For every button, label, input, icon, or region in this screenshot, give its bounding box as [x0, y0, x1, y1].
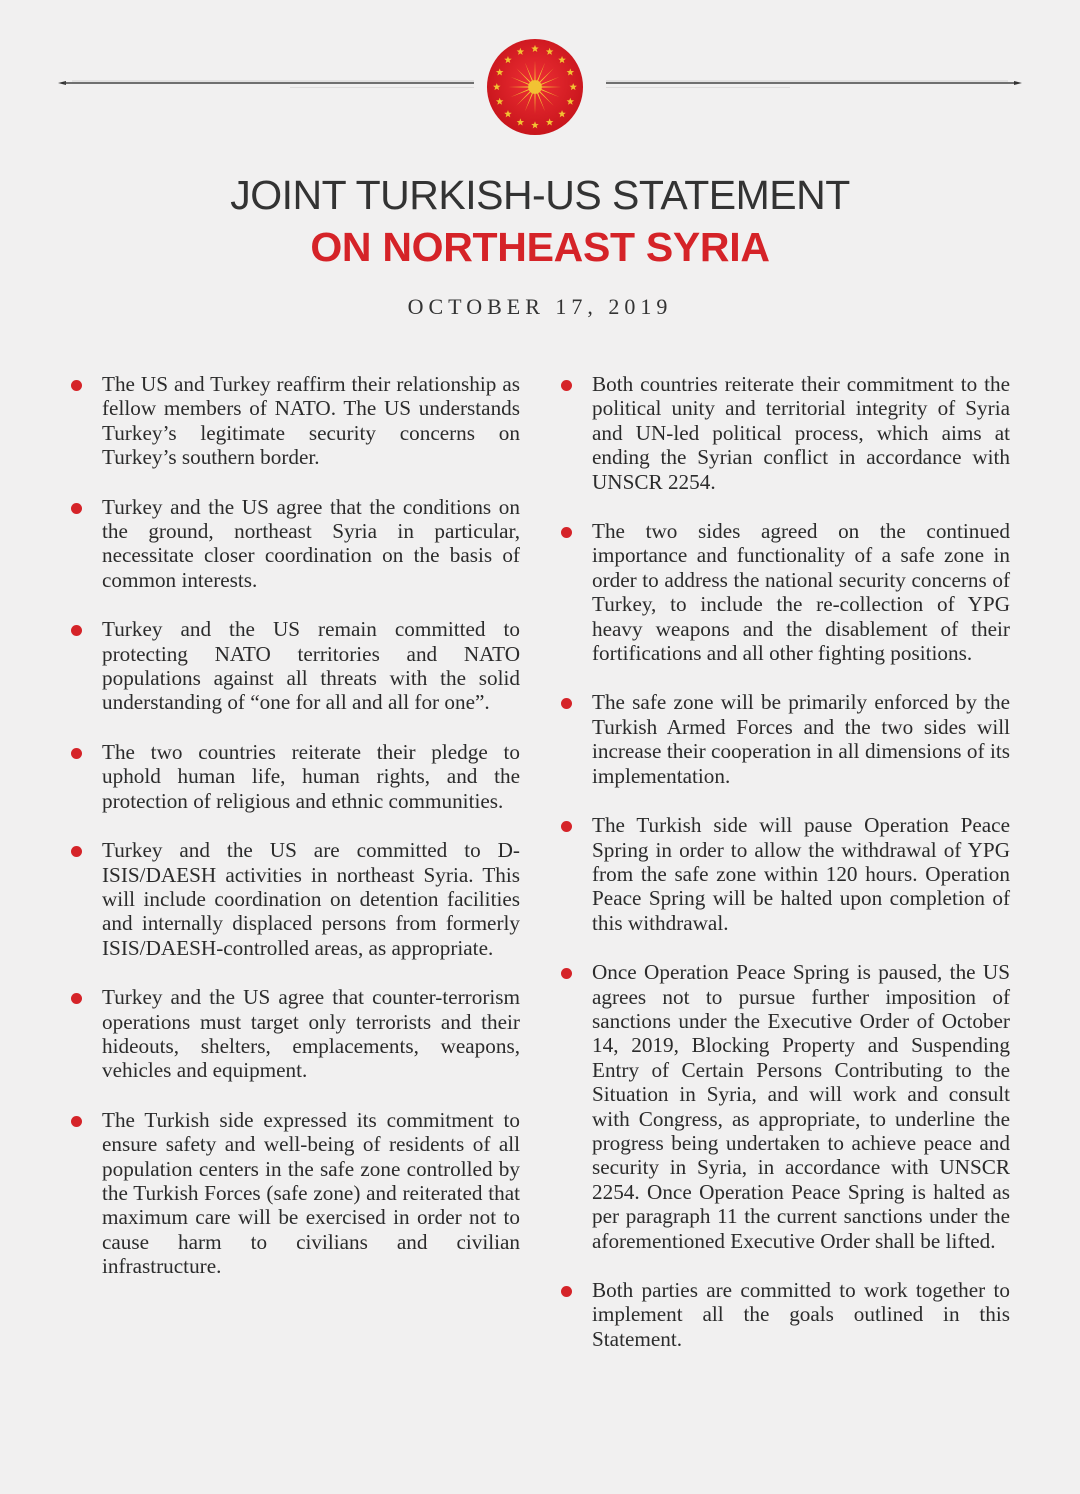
list-item	[560, 960, 1010, 1253]
list-item	[70, 838, 520, 960]
list-item-text: Turkey and the US agree that the conditions on the ground, northeast Syria in particular, necessitate closer coordination on the basis of common interests.	[102, 494, 520, 592]
list-item	[560, 813, 1010, 935]
bullet-icon	[561, 821, 572, 832]
list-item-text: Once Operation Peace Spring is paused, the US agrees not to pursue further imposition of sanctions under the Executive Order of October 14, 2019, Blocking Property and Suspending Entry of Certain Persons Contributing to the Situation in Syria, and will work and consult with Congress, as appropriate, to underline the progress being undertaken to achieve peace and security in Syria, in accordance with UNSCR 2254. Once Operation Peace Spring is halted as per paragraph 11 the current sanctions under the aforementioned Executive Order shall be lifted.	[592, 960, 1010, 1253]
list-item	[560, 372, 1010, 494]
title-line-2: ON NORTHEAST SYRIA	[310, 224, 770, 270]
bullet-icon	[71, 625, 82, 636]
bullet-icon	[71, 748, 82, 759]
bullet-icon	[561, 380, 572, 391]
list-item	[560, 519, 1010, 665]
statement-date: OCTOBER 17, 2019	[407, 294, 673, 319]
bullet-icon	[71, 993, 82, 1004]
list-item	[560, 1278, 1010, 1351]
list-item-text: Turkey and the US agree that counter-terrorism operations must target only terrorists and their hideouts, shelters, emplacements, weapons, vehicles and equipment.	[102, 985, 520, 1083]
list-item	[70, 985, 520, 1083]
list-item-text: The US and Turkey reaffirm their relationship as fellow members of NATO. The US understands Turkey’s legitimate security concerns on Turkey’s southern border.	[102, 372, 520, 470]
title-line-1: JOINT TURKISH-US STATEMENT	[230, 172, 850, 218]
list-item-text: The two sides agreed on the continued importance and functionality of a safe zone in order to address the national security concerns of Turkey, to include the re-collection of YPG heavy weapons and the disablement of their fortifications and all other fighting positions.	[592, 519, 1010, 666]
bullet-icon	[71, 380, 82, 391]
bullet-icon	[561, 698, 572, 709]
list-item	[70, 1108, 520, 1279]
bullet-icon	[71, 1116, 82, 1127]
presidential-seal-icon	[486, 38, 584, 136]
list-item-text: Both countries reiterate their commitment to the political unity and territorial integrity of Syria and UN-led political process, which aims at ending the Syrian conflict in accordance with UNSCR 2254.	[592, 372, 1010, 494]
list-item	[70, 740, 520, 813]
list-item-text: Turkey and the US are committed to D-ISIS/DAESH activities in northeast Syria. This will include coordination on detention facilities and internally displaced persons from formerly ISIS/DAESH-controlled areas, as appropriate.	[102, 838, 520, 960]
list-item-text: The safe zone will be primarily enforced by the Turkish Armed Forces and the two sides will increase their cooperation in all dimensions of its implementation.	[592, 690, 1010, 788]
list-item	[70, 372, 520, 470]
list-item-text: The Turkish side expressed its commitment to ensure safety and well-being of residents of all population centers in the safe zone controlled by the Turkish Forces (safe zone) and reiterated that maximum care will be exercised in order not to cause harm to civilians and civilian infrastructure.	[102, 1107, 520, 1279]
list-item-text: Both parties are committed to work together to implement all the goals outlined in this Statement.	[592, 1278, 1010, 1351]
right-column	[560, 372, 1010, 1376]
list-item-text: Turkey and the US remain committed to protecting NATO territories and NATO populations against all threats with the solid understanding of “one for all and all for one”.	[102, 617, 520, 715]
bullet-icon	[71, 503, 82, 514]
list-item-text: The Turkish side will pause Operation Peace Spring in order to allow the withdrawal of YPG from the safe zone within 120 hours. Operation Peace Spring will be halted upon completion of this withdrawal.	[592, 813, 1010, 935]
list-item-text: The two countries reiterate their pledge to uphold human life, human rights, and the protection of religious and ethnic communities.	[102, 739, 520, 813]
bullet-icon	[71, 846, 82, 857]
left-column	[70, 372, 520, 1304]
list-item	[70, 495, 520, 593]
bullet-icon	[561, 527, 572, 538]
bullet-icon	[561, 1286, 572, 1297]
list-item	[70, 617, 520, 715]
list-item	[560, 690, 1010, 788]
bullet-icon	[561, 968, 572, 979]
